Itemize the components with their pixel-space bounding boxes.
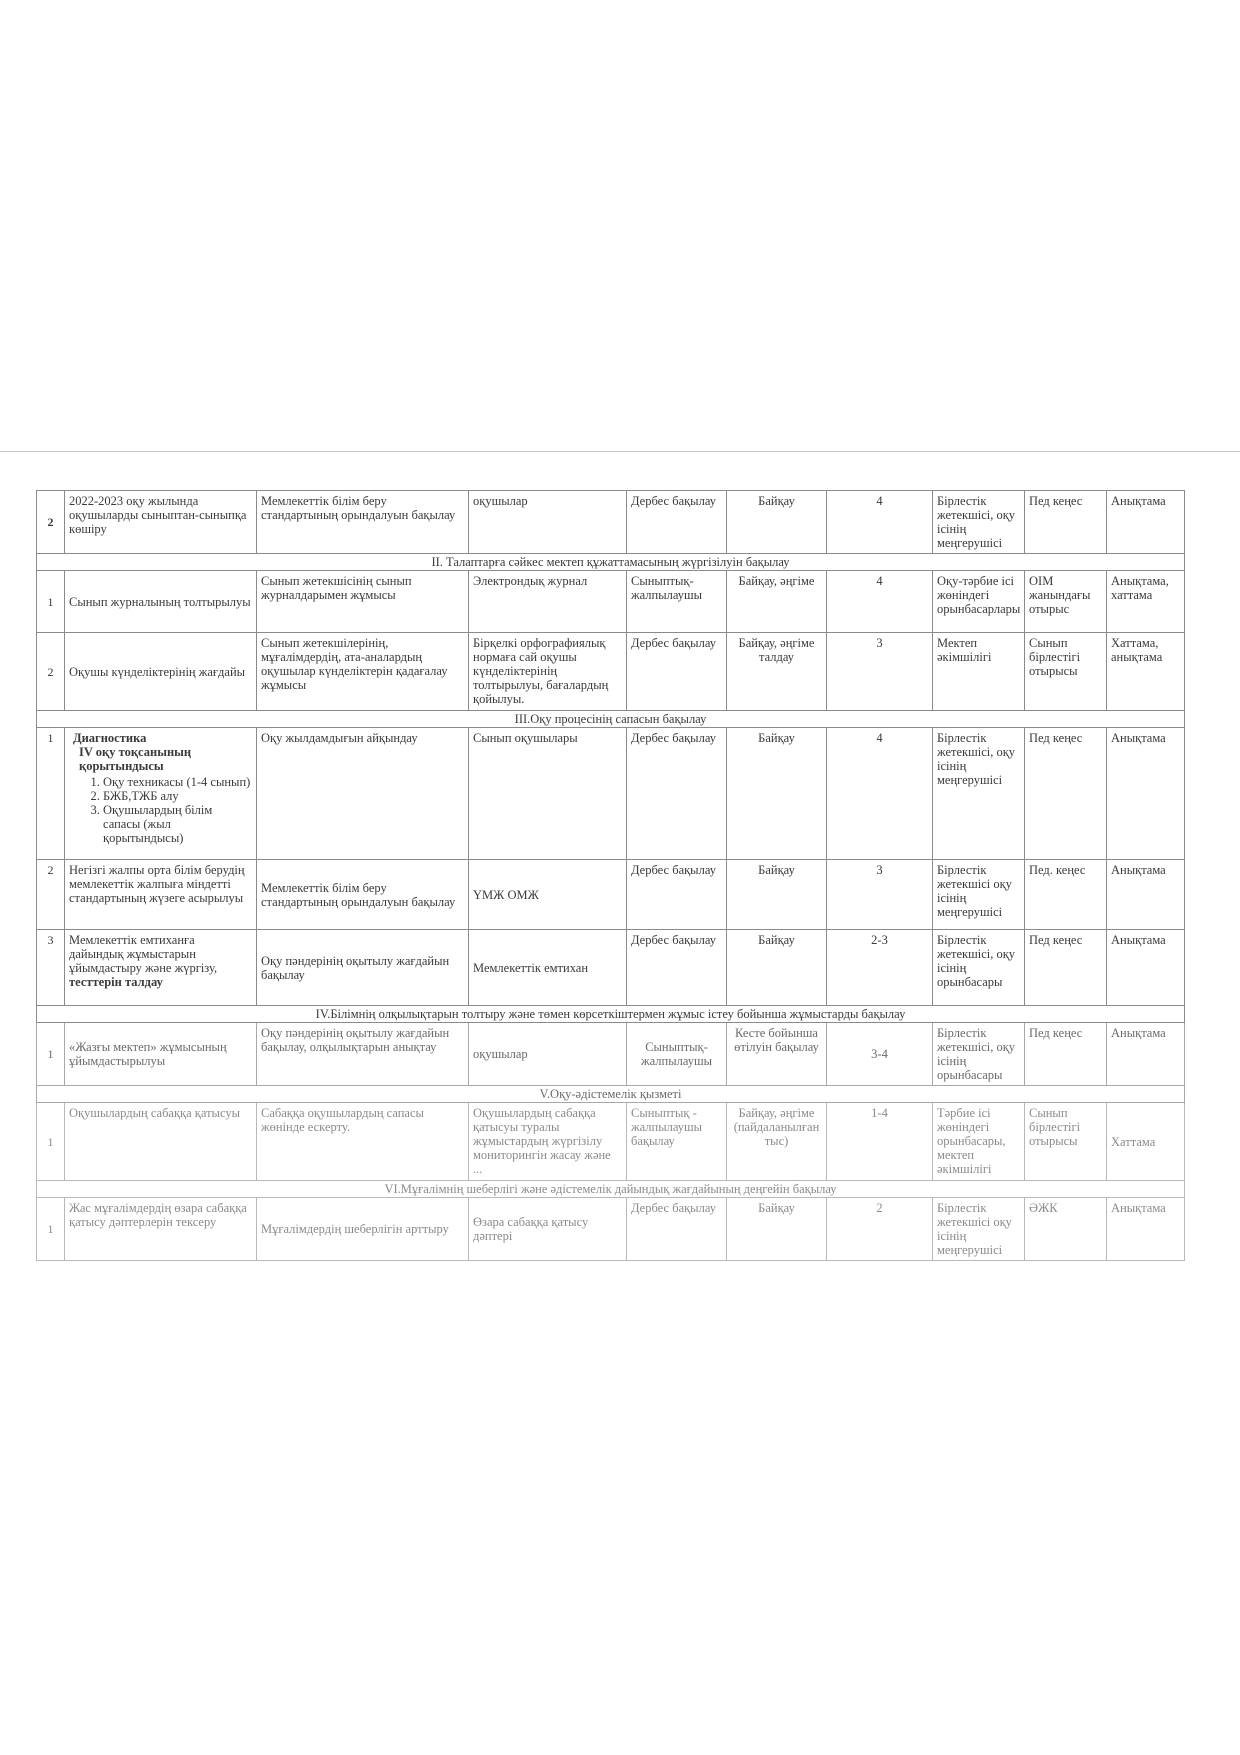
row-number: 2 [37,491,65,554]
responsible: Бірлестік жетекшісі, оқу ісінің меңгерушісі [933,728,1025,860]
control-plan-table [36,490,1185,1261]
topic-subtitle: IV оқу тоқсанының қорытындысы [79,745,192,773]
table-row [37,571,1185,633]
row-number: 2 [37,860,65,930]
control-goal: Сынып жетекшісінің сынып журналдарымен жұмысы [257,571,469,633]
control-type: Сыныптық-жалпылаушы [627,1023,727,1086]
control-goal: Оқу пәндерінің оқытылу жағдайын бақылау [257,930,469,1006]
topic-emphasis: тесттерін талдау [69,975,163,989]
control-term: 1-4 [827,1103,933,1181]
list-item: 3. Оқушылардың білім сапасы (жыл қорытындысы) [103,803,252,845]
result-form: Анықтама [1107,930,1185,1006]
control-method: Байқау, әңгіме (пайдаланылған тыс) [727,1103,827,1181]
control-method: Байқау [727,1198,827,1261]
table-row [37,728,1185,860]
responsible: Оқу-тәрбие ісі жөніндегі орынбасарлары [933,571,1025,633]
control-topic: Оқушы күнделіктерінің жағдайы [65,633,257,711]
topic-text: Мемлекеттік емтиханға дайындық жұмыстарын ұйымдастыру және жүргізу, [69,933,218,975]
table-row [37,1103,1185,1181]
control-object: Мемлекеттік емтихан [469,930,627,1006]
row-number: 3 [37,930,65,1006]
control-method: Байқау, әңгіме талдау [727,633,827,711]
responsible: Тәрбие ісі жөніндегі орынбасары, мектеп әкімшілігі [933,1103,1025,1181]
control-goal: Сынып жетекшілерінің, мұғалімдердің, ата-аналардың оқушылар күнделіктерін қадағалау жұмысы [257,633,469,711]
control-object: Оқушылардың сабаққа қатысуы туралы жұмыстардың жүргізілу мониторингін жасау және ... [469,1103,627,1181]
row-number: 1 [37,1103,65,1181]
review-place: Сынып бірлестігі отырысы [1025,1103,1107,1181]
control-object: оқушылар [469,491,627,554]
control-term: 4 [827,571,933,633]
control-goal: Сабаққа оқушылардың сапасы жөнінде ескерту. [257,1103,469,1181]
control-goal: Мемлекеттік білім беру стандартының орындалуын бақылау [257,860,469,930]
section-header: VI.Мұғалімнің шеберлігі және әдістемелік дайындық жағдайының деңгейін бақылау [37,1181,1185,1198]
review-place: Пед кеңес [1025,491,1107,554]
control-goal: Оқу жылдамдығын айқындау [257,728,469,860]
result-form: Анықтама [1107,728,1185,860]
control-method: Байқау [727,728,827,860]
responsible: Бірлестік жетекшісі, оқу ісінің орынбасары [933,1023,1025,1086]
review-place: ОІМ жанындағы отырыс [1025,571,1107,633]
control-topic: 2022-2023 оқу жылында оқушыларды сыныптан-сыныпқа көшіру [65,491,257,554]
responsible: Бірлестік жетекшісі, оқу ісінің орынбасары [933,930,1025,1006]
table-row [37,860,1185,930]
control-topic: Сынып журналының толтырылуы [65,571,257,633]
control-term: 2-3 [827,930,933,1006]
control-method: Байқау [727,860,827,930]
table-row [37,633,1185,711]
control-method: Кесте бойынша өтілуін бақылау [727,1023,827,1086]
topic-title: Диагностика [73,731,147,745]
table-row [37,1198,1185,1261]
table-row [37,491,1185,554]
control-topic [65,930,257,1006]
control-goal: Мұғалімдердің шеберлігін арттыру [257,1198,469,1261]
list-item: 1. Оқу техникасы (1-4 сынып) [103,775,252,789]
control-topic: Жас мұғалімдердің өзара сабаққа қатысу дәптерлерін тексеру [65,1198,257,1261]
review-place: Пед кеңес [1025,728,1107,860]
control-method: Байқау, әңгіме [727,571,827,633]
control-topic: Негізгі жалпы орта білім берудің мемлекеттік жалпыға міндетті стандартының жүзеге асырылуы [65,860,257,930]
control-method: Байқау [727,491,827,554]
topic-list [69,775,252,845]
scan-edge-line [0,451,1240,452]
list-item: 2. БЖБ,ТЖБ алу [103,789,252,803]
review-place: Пед кеңес [1025,930,1107,1006]
control-term: 4 [827,491,933,554]
control-term: 2 [827,1198,933,1261]
row-number: 1 [37,571,65,633]
control-method: Байқау [727,930,827,1006]
result-form: Анықтама [1107,1198,1185,1261]
control-object: Өзара сабаққа қатысу дәптері [469,1198,627,1261]
row-number: 1 [37,728,65,860]
control-type: Дербес бақылау [627,860,727,930]
responsible: Бірлестік жетекшісі оқу ісінің меңгерушісі [933,1198,1025,1261]
control-term: 4 [827,728,933,860]
control-goal: Оқу пәндерінің оқытылу жағдайын бақылау, олқылықтарын анықтау [257,1023,469,1086]
section-header: V.Оқу-әдістемелік қызметі [37,1086,1185,1103]
control-type: Дербес бақылау [627,1198,727,1261]
review-place: Пед. кеңес [1025,860,1107,930]
control-object: ҮМЖ ОМЖ [469,860,627,930]
responsible: Бірлестік жетекшісі, оқу ісінің меңгерушісі [933,491,1025,554]
table-row [37,1023,1185,1086]
control-plan-sheet [36,490,1184,1261]
row-number: 1 [37,1198,65,1261]
result-form: Анықтама, хаттама [1107,571,1185,633]
control-object: Бірқелкі орфографиялық нормаға сай оқушы күнделіктерінің толтырылуы, бағалардың қойылуы. [469,633,627,711]
result-form: Хаттама [1107,1103,1185,1181]
control-topic: «Жазғы мектеп» жұмысының ұйымдастырылуы [65,1023,257,1086]
result-form: Анықтама [1107,1023,1185,1086]
table-row [37,930,1185,1006]
responsible: Мектеп әкімшілігі [933,633,1025,711]
result-form: Анықтама [1107,860,1185,930]
control-object: Сынып оқушылары [469,728,627,860]
control-term: 3-4 [827,1023,933,1086]
section-header: IV.Білімнің олқылықтарын толтыру және төмен көрсеткіштермен жұмыс істеу бойынша жұмыстарды бақылау [37,1006,1185,1023]
row-number: 1 [37,1023,65,1086]
control-object: оқушылар [469,1023,627,1086]
control-type: Дербес бақылау [627,491,727,554]
responsible: Бірлестік жетекшісі оқу ісінің меңгерушісі [933,860,1025,930]
control-topic: Оқушылардың сабаққа қатысуы [65,1103,257,1181]
control-object: Электрондық журнал [469,571,627,633]
review-place: ӘЖК [1025,1198,1107,1261]
control-type: Сыныптық - жалпылаушы бақылау [627,1103,727,1181]
control-term: 3 [827,860,933,930]
control-type: Дербес бақылау [627,930,727,1006]
control-type: Сыныптық-жалпылаушы [627,571,727,633]
section-header: II. Талаптарға сәйкес мектеп құжаттамасының жүргізілуін бақылау [37,554,1185,571]
review-place: Пед кеңес [1025,1023,1107,1086]
result-form: Анықтама [1107,491,1185,554]
control-goal: Мемлекеттік білім беру стандартының орындалуын бақылау [257,491,469,554]
result-form: Хаттама, анықтама [1107,633,1185,711]
control-type: Дербес бақылау [627,728,727,860]
control-topic [65,728,257,860]
section-header: III.Оқу процесінің сапасын бақылау [37,711,1185,728]
review-place: Сынып бірлестігі отырысы [1025,633,1107,711]
control-term: 3 [827,633,933,711]
row-number: 2 [37,633,65,711]
control-type: Дербес бақылау [627,633,727,711]
